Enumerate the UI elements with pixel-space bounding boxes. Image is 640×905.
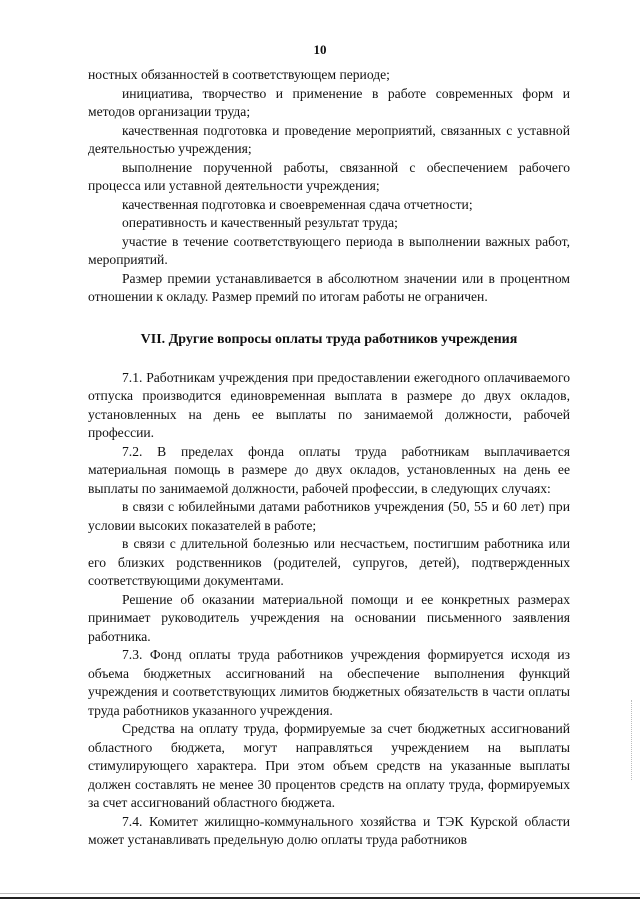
paragraph-continuation: ностных обязанностей в соответствующем периоде;: [88, 67, 390, 82]
paragraph-decision: Решение об оказании материальной помощи и ее конкретных размерах принимает руководитель учреждения на основании письменного заявления работника.: [88, 591, 570, 644]
paragraph-7-3: 7.3. Фонд оплаты труда работников учреждения формируется исходя из объема бюджетных ассигнований на обеспечение выполнения функций учреждения и соответствующих лимитов бюджетных обязательств в части оплаты труда работников указанного учреждения.: [88, 647, 570, 718]
scan-bottom-shadow: [0, 893, 640, 894]
list-item-participation: участие в течение соответствующего периода в выполнении важных работ, мероприятий.: [88, 233, 570, 267]
paragraph-7-1: 7.1. Работникам учреждения при предоставлении ежегодного оплачиваемого отпуска производится единовременная выплата в размере до двух окладов, установленных на день ее выплаты по занимаемой должности, рабочей профессии.: [88, 369, 570, 440]
list-item-illness: в связи с длительной болезнью или несчастьем, постигшим работника или его близких родственников (родителей, супругов, детей), подтвержденных соответствующими документами.: [88, 536, 570, 588]
paragraph-7-4: 7.4. Комитет жилищно-коммунального хозяйства и ТЭК Курской области может устанавливать предельную долю оплаты труда работников: [88, 813, 570, 847]
list-item-efficiency: оперативность и качественный результат труда;: [122, 215, 398, 230]
paragraph-7-2: 7.2. В пределах фонда оплаты труда работникам выплачивается материальная помощь в размере до двух окладов, установленных на день ее выплаты по занимаемой должности, рабочей профессии, в следующих случаях:: [88, 443, 570, 496]
document-body: [88, 66, 570, 850]
scan-margin-artifact: [629, 700, 632, 780]
section-heading: VII. Другие вопросы оплаты труда работников учреждения: [140, 331, 518, 347]
page-number: 10: [313, 42, 327, 57]
list-item-assigned-work: выполнение порученной работы, связанной с обеспечением рабочего процесса или уставной деятельности учреждения;: [88, 159, 570, 193]
scan-bottom-edge: [0, 897, 640, 899]
list-item-event-preparation: качественная подготовка и проведение мероприятий, связанных с уставной деятельностью учреждения;: [88, 122, 570, 156]
paragraph-bonus-size: Размер премии устанавливается в абсолютном значении или в процентном отношении к окладу. Размер премий по итогам работы не ограничен.: [88, 270, 570, 304]
list-item-reporting: качественная подготовка и своевременная сдача отчетности;: [122, 196, 473, 212]
list-item-initiative: инициатива, творчество и применение в работе современных форм и методов организации труда;: [88, 85, 570, 119]
list-item-anniversary: в связи с юбилейными датами работников учреждения (50, 55 и 60 лет) при условии высоких показателей в работе;: [88, 499, 570, 533]
paragraph-funds: Средства на оплату труда, формируемые за счет бюджетных ассигнований областного бюджета, могут направляться учреждением на выплаты стимулирующего характера. При этом объем средств на указанные выплаты должен составлять не менее 30 процентов средств на оплату труда, формируемых за счет ассигнований областного бюджета.: [88, 721, 570, 810]
